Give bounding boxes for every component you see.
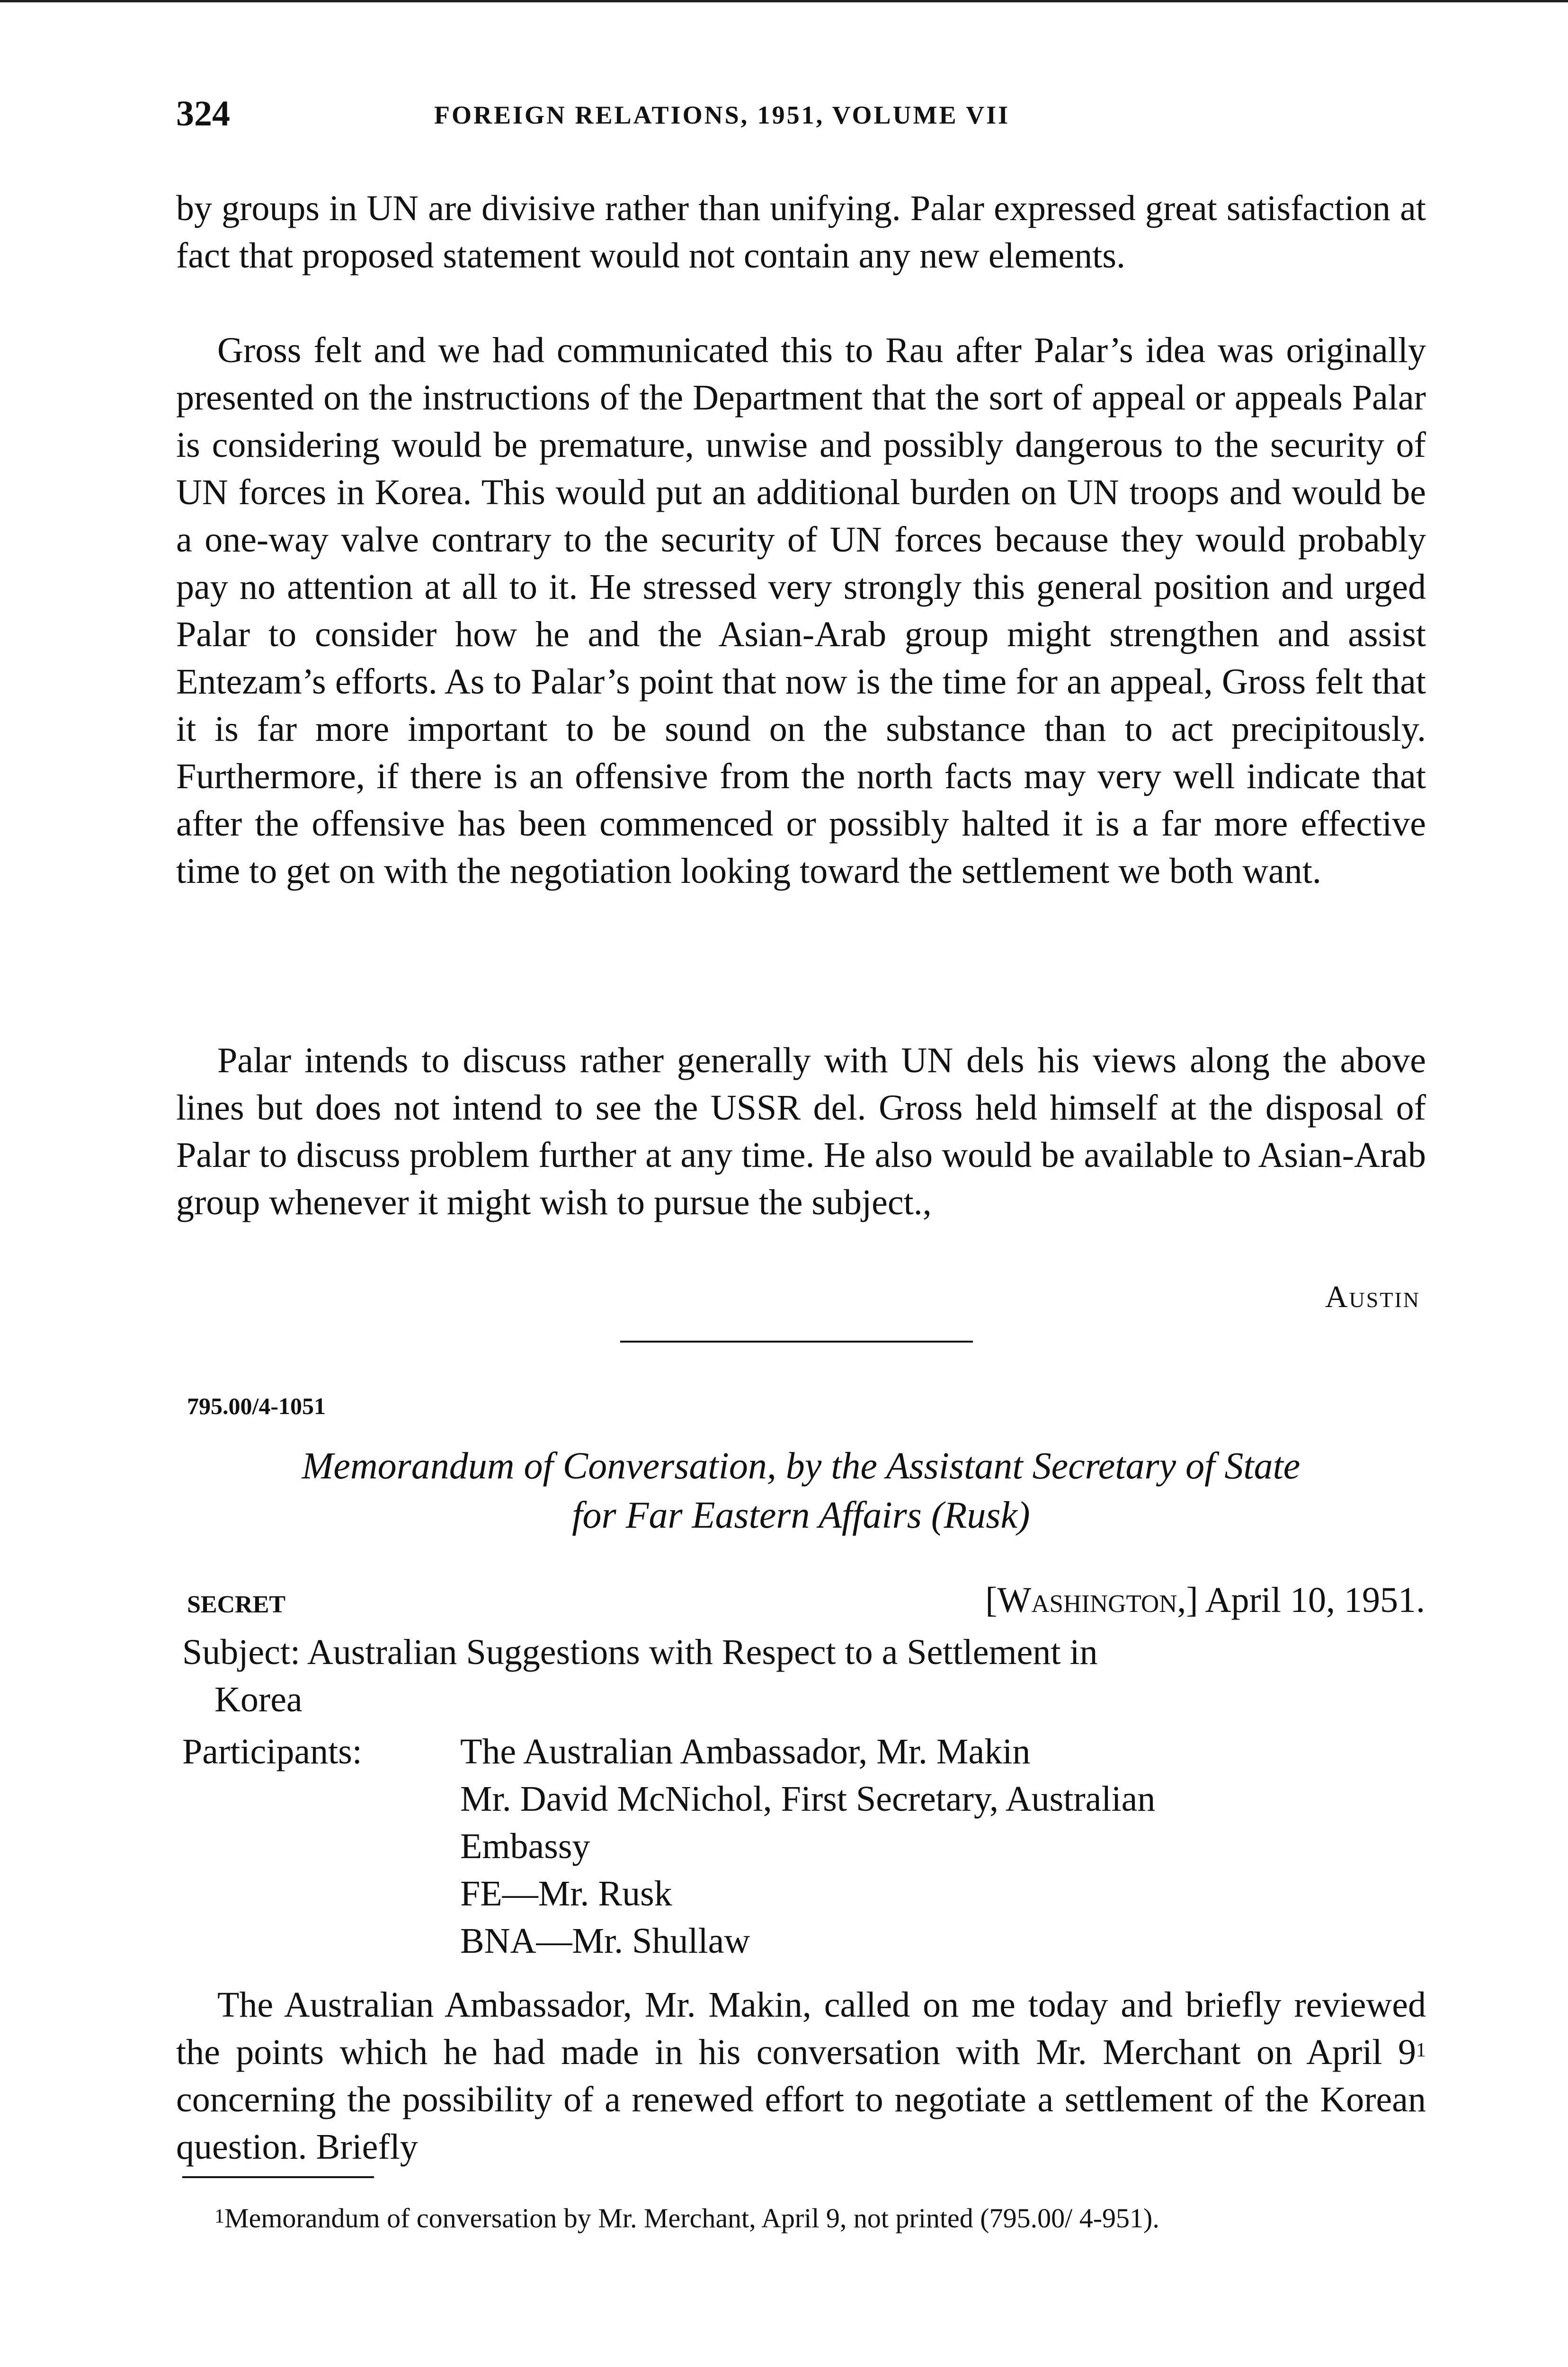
running-head: FOREIGN RELATIONS, 1951, VOLUME VII [434,101,1010,129]
page-number: 324 [176,94,230,133]
participants-label: Participants: [182,1732,362,1771]
footnote-reference[interactable]: 1 [1416,2039,1426,2061]
participant-item: Mr. David McNichol, First Secretary, Australian [460,1779,1156,1819]
participant-item: Embassy [460,1826,590,1866]
signature: Austin [1325,1280,1420,1314]
subject-line-1: Australian Suggestions with Respect to a Settlement in [307,1632,1098,1672]
participant-item-continuation [460,1823,1426,1870]
top-border-line [0,0,1568,2]
dateline-place: [Washington,] [985,1580,1198,1620]
document-title-line-2: for Far Eastern Affairs (Rusk) [572,1495,1030,1536]
section-divider [620,1341,973,1343]
subject-line-2: Korea [214,1680,303,1719]
subject-label: Subject: [182,1632,301,1672]
paragraph-4-text-before: The Australian Ambassador, Mr. Makin, called on me today and briefly reviewed the points which he had made in his conversation with Mr. Merchant on April 9 [176,1985,1426,2072]
footnote [182,2201,1425,2235]
document-title-line-1: Memorandum of Conversation, by the Assistant Secretary of State [302,1445,1301,1487]
participant-item: BNA—Mr. Shullaw [460,1921,750,1961]
paragraph-4-text-after: concerning the possibility of a renewed effort to negotiate a settlement of the Korean question. Briefly [176,2080,1426,2167]
participant-item: The Australian Ambassador, Mr. Makin [460,1732,1031,1771]
dateline-date: April 10, 1951. [1205,1580,1425,1620]
dateline [900,1576,1425,1624]
file-number: 795.00/4-1051 [187,1393,326,1419]
paragraph-4 [176,1981,1426,2171]
footnote-divider [182,2176,374,2178]
paragraph-1: by groups in UN are divisive rather than unifying. Palar expressed great satisfaction at fact that proposed statement would not contain any new elements. [176,188,1426,276]
classification-marking: SECRET [187,1591,286,1618]
participant-item: FE—Mr. Rusk [460,1874,672,1913]
document-title [176,1442,1426,1540]
footnote-text: Memorandum of conversation by Mr. Merchant, April 9, not printed (795.00/ 4-951). [224,2203,1159,2234]
page-header [176,90,1431,137]
paragraph-2: Gross felt and we had communicated this to Rau after Palar’s idea was originally presented on the instructions of the Department that the sort of appeal or appeals Palar is considering would be premature, unwise and possibly dangerous to the security of UN forces in Korea. This would put an additional burden on UN troops and would be a one-way valve contrary to the security of UN forces because they would probably pay no attention at all to it. He stressed very strongly this general position and urged Palar to consider how he and the Asian-Arab group might strengthen and assist Entezam’s efforts. As to Palar’s point that now is the time for an appeal, Gross felt that it is far more important to be sound on the substance than to act precipitously. Furthermore, if there is an offensive from the north facts may very well indicate that after the offensive has been commenced or possibly halted it is a far more effective time to get on with the negotiation looking toward the settlement we both want. [176,330,1426,891]
footnote-marker: 1 [214,2206,224,2227]
paragraph-3: Palar intends to discuss rather generally with UN dels his views along the above lines but does not intend to see the USSR del. Gross held himself at the disposal of Palar to discuss problem further at any time. He also would be available to Asian-Arab group whenever it might wish to pursue the subject., [176,1041,1426,1222]
participants-list [460,1728,1426,1965]
subject-block [182,1628,1425,1723]
